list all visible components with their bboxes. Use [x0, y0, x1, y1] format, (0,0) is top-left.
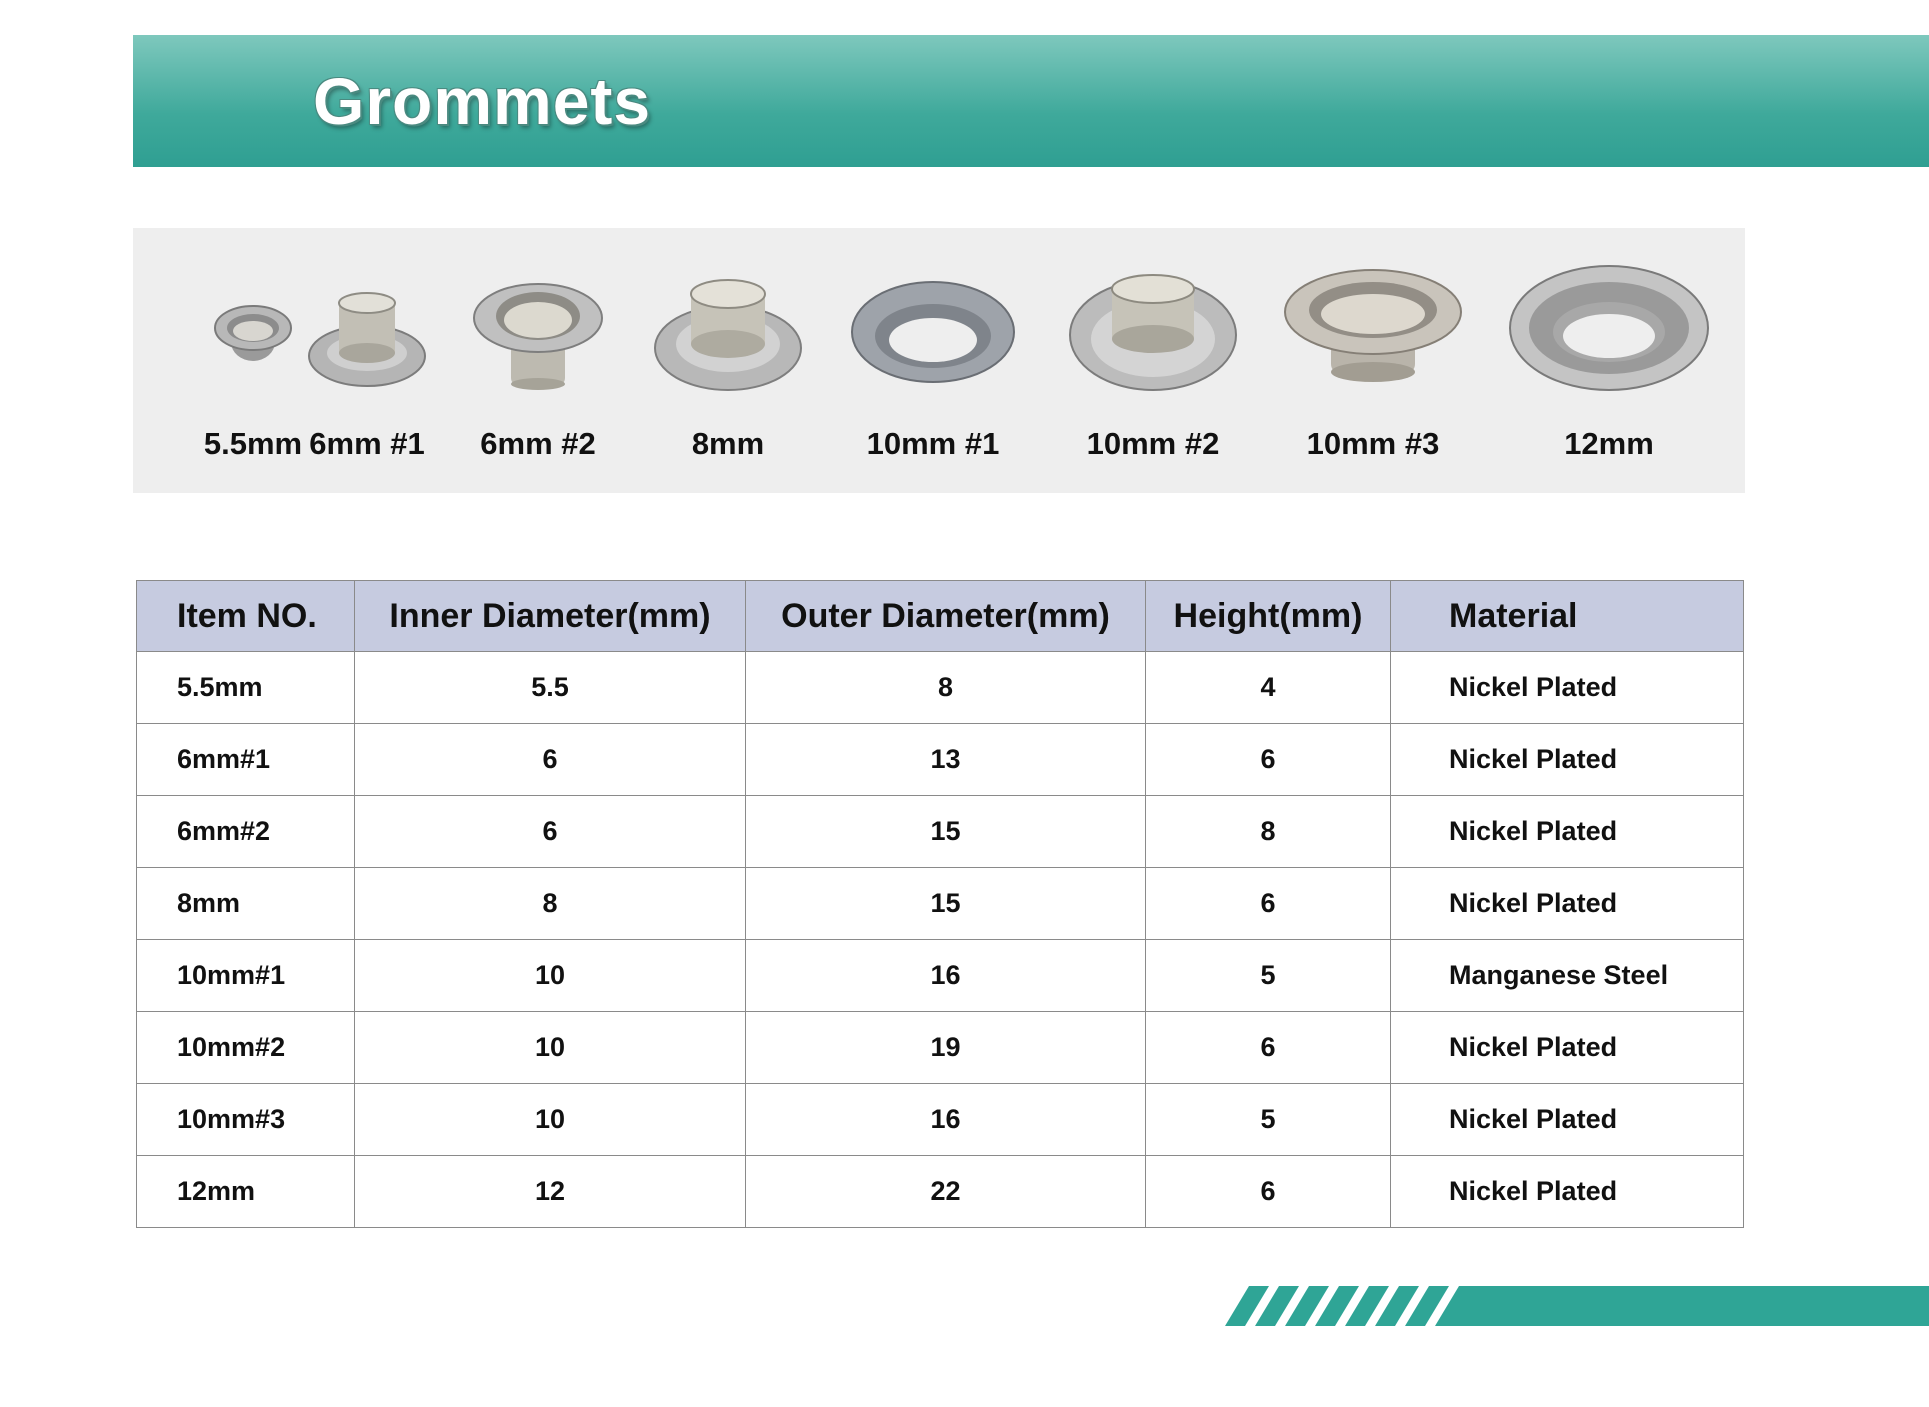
grommet-icon	[851, 280, 1016, 390]
table-row	[137, 1012, 1744, 1084]
grommet-icon	[307, 293, 427, 388]
product-photo-panel	[133, 228, 1745, 493]
grommet-icon	[213, 298, 293, 368]
cell-material: Nickel Plated	[1391, 724, 1744, 796]
cell-height: 5	[1146, 940, 1391, 1012]
cell-material: Nickel Plated	[1391, 1012, 1744, 1084]
cell-item-no: 12mm	[137, 1156, 355, 1228]
cell-material: Manganese Steel	[1391, 940, 1744, 1012]
cell-material: Nickel Plated	[1391, 1084, 1744, 1156]
cell-item-no: 6mm#1	[137, 724, 355, 796]
cell-material: Nickel Plated	[1391, 652, 1744, 724]
table-row	[137, 940, 1744, 1012]
cell-outer-diameter: 22	[746, 1156, 1146, 1228]
title-banner	[133, 35, 1929, 167]
table-header-row	[137, 581, 1744, 652]
cell-inner-diameter: 6	[355, 724, 746, 796]
cell-material: Nickel Plated	[1391, 1156, 1744, 1228]
cell-outer-diameter: 15	[746, 796, 1146, 868]
grommet-icon	[1068, 273, 1238, 393]
cell-height: 5	[1146, 1084, 1391, 1156]
table-row	[137, 1156, 1744, 1228]
table-row	[137, 796, 1744, 868]
grommet-label: 10mm #3	[1306, 426, 1440, 461]
cell-item-no: 5.5mm	[137, 652, 355, 724]
cell-height: 8	[1146, 796, 1391, 868]
grommet-icon	[1509, 266, 1709, 396]
cell-item-no: 8mm	[137, 868, 355, 940]
cell-item-no: 10mm#1	[137, 940, 355, 1012]
grommet-label: 10mm #1	[866, 426, 1000, 461]
grommet-icon	[473, 280, 603, 390]
cell-item-no: 10mm#3	[137, 1084, 355, 1156]
grommet-icon	[1283, 268, 1463, 388]
cell-outer-diameter: 15	[746, 868, 1146, 940]
grommet-label: 8mm	[691, 426, 765, 461]
cell-inner-diameter: 12	[355, 1156, 746, 1228]
col-header-material: Material	[1391, 581, 1744, 652]
cell-height: 6	[1146, 1012, 1391, 1084]
cell-material: Nickel Plated	[1391, 868, 1744, 940]
cell-height: 6	[1146, 868, 1391, 940]
cell-height: 6	[1146, 724, 1391, 796]
cell-material: Nickel Plated	[1391, 796, 1744, 868]
grommet-label: 10mm #2	[1086, 426, 1220, 461]
cell-outer-diameter: 13	[746, 724, 1146, 796]
cell-item-no: 10mm#2	[137, 1012, 355, 1084]
table-row	[137, 652, 1744, 724]
col-header-item-no: Item NO.	[137, 581, 355, 652]
cell-inner-diameter: 10	[355, 940, 746, 1012]
footer-stripe-decoration	[1225, 1286, 1929, 1328]
table-row	[137, 868, 1744, 940]
table-row	[137, 1084, 1744, 1156]
page-title: Grommets	[313, 64, 652, 138]
cell-outer-diameter: 8	[746, 652, 1146, 724]
cell-outer-diameter: 16	[746, 1084, 1146, 1156]
cell-inner-diameter: 5.5	[355, 652, 746, 724]
cell-height: 6	[1146, 1156, 1391, 1228]
cell-outer-diameter: 16	[746, 940, 1146, 1012]
col-header-height: Height(mm)	[1146, 581, 1391, 652]
grommet-label: 6mm #1	[309, 426, 425, 461]
col-header-outer-diameter: Outer Diameter(mm)	[746, 581, 1146, 652]
cell-inner-diameter: 8	[355, 868, 746, 940]
cell-height: 4	[1146, 652, 1391, 724]
table-row	[137, 724, 1744, 796]
cell-outer-diameter: 19	[746, 1012, 1146, 1084]
cell-inner-diameter: 10	[355, 1084, 746, 1156]
cell-inner-diameter: 6	[355, 796, 746, 868]
cell-item-no: 6mm#2	[137, 796, 355, 868]
grommet-icon	[653, 278, 803, 393]
spec-table	[136, 580, 1744, 1228]
grommet-label: 5.5mm	[203, 426, 303, 461]
col-header-inner-diameter: Inner Diameter(mm)	[355, 581, 746, 652]
grommet-label: 12mm	[1564, 426, 1654, 461]
cell-inner-diameter: 10	[355, 1012, 746, 1084]
grommet-label: 6mm #2	[480, 426, 596, 461]
